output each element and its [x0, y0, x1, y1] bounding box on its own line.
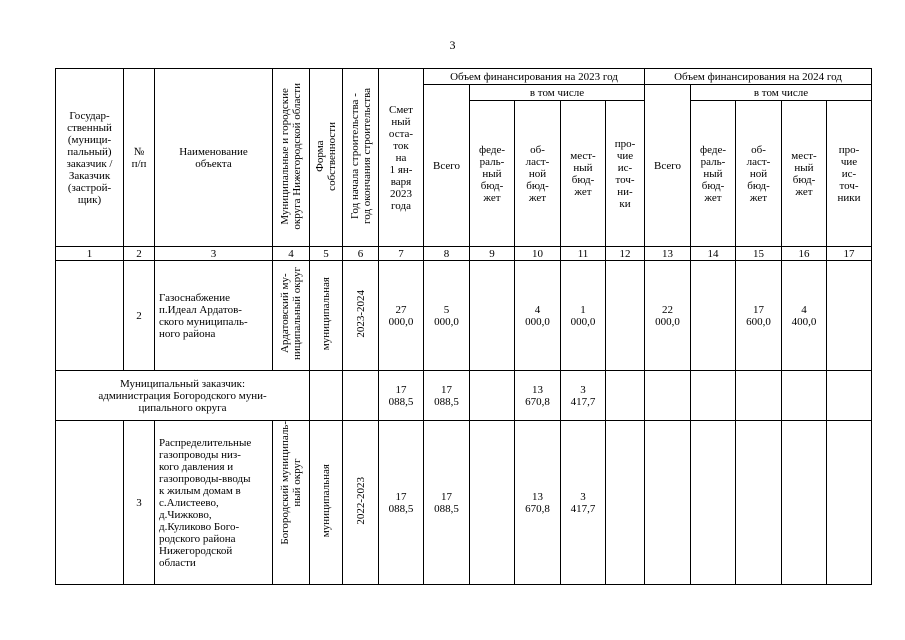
cell-local-2024: 4 400,0	[782, 261, 827, 371]
table-row	[56, 261, 872, 371]
cell-federal-2024	[691, 371, 736, 421]
cell-customer	[56, 261, 124, 371]
cell-other-2024	[827, 261, 872, 371]
column-number: 7	[379, 247, 424, 261]
column-number: 16	[782, 247, 827, 261]
cell-years	[343, 371, 379, 421]
header-fin-2024: Объем финансирования на 2024 год	[645, 69, 872, 85]
cell-federal-2024	[691, 421, 736, 585]
header-local-2023: мест- ный бюд- жет	[561, 101, 606, 247]
cell-federal-2023	[470, 421, 515, 585]
cell-regional-2023: 13 670,8	[515, 421, 561, 585]
cell-municipality: Ардатовский му- ниципальный округ	[273, 261, 310, 371]
cell-federal-2023	[470, 371, 515, 421]
cell-estimate: 17 088,5	[379, 421, 424, 585]
header-including-2024: в том числе	[691, 85, 872, 101]
cell-customer	[56, 421, 124, 585]
cell-ownership: муниципальная	[310, 421, 343, 585]
header-customer: Государ- ственный (муници- пальный) заказчик / Заказчик (застрой- щик)	[56, 69, 124, 247]
header-fin-2023: Объем финансирования на 2023 год	[424, 69, 645, 85]
column-numbers-row	[56, 247, 872, 261]
column-number: 8	[424, 247, 470, 261]
cell-years: 2022-2023	[343, 421, 379, 585]
cell-object-name: Газоснабжение п.Идеал Ардатов- ского муниципаль- ного района	[155, 261, 273, 371]
cell-regional-2024	[736, 421, 782, 585]
column-number: 5	[310, 247, 343, 261]
cell-object-name: Распределительные газопроводы низ- кого давления и газопроводы-вводы к жилым домам в с.Алистеево, д.Чижково, д.Куликово Бого- родского района Нижегородской области	[155, 421, 273, 585]
cell-local-2024	[782, 371, 827, 421]
cell-other-2023	[606, 371, 645, 421]
header-years: Год начала строительства - год окончания строительства	[343, 69, 379, 247]
header-local-2024: мест- ный бюд- жет	[782, 101, 827, 247]
page-number: 3	[449, 38, 456, 52]
column-number: 12	[606, 247, 645, 261]
column-number: 15	[736, 247, 782, 261]
column-number: 9	[470, 247, 515, 261]
cell-other-2024	[827, 421, 872, 585]
cell-local-2023: 3 417,7	[561, 371, 606, 421]
cell-regional-2024	[736, 371, 782, 421]
cell-federal-2024	[691, 261, 736, 371]
header-estimate: Смет ный оста- ток на 1 ян- варя 2023 года	[379, 69, 424, 247]
column-number: 10	[515, 247, 561, 261]
header-regional-2023: об- ласт- ной бюд- жет	[515, 101, 561, 247]
cell-local-2023: 3 417,7	[561, 421, 606, 585]
header-federal-2023: феде- раль- ный бюд- жет	[470, 101, 515, 247]
cell-estimate: 27 000,0	[379, 261, 424, 371]
header-ownership: Форма собственности	[310, 69, 343, 247]
column-number: 6	[343, 247, 379, 261]
header-total-2023: Всего	[424, 85, 470, 247]
cell-municipality: Богородский муниципаль- ный округ	[273, 421, 310, 585]
financing-table	[55, 68, 872, 585]
cell-local-2024	[782, 421, 827, 585]
column-number: 14	[691, 247, 736, 261]
cell-estimate: 17 088,5	[379, 371, 424, 421]
header-total-2024: Всего	[645, 85, 691, 247]
header-object-name: Наименование объекта	[155, 69, 273, 247]
header-regional-2024: об- ласт- ной бюд- жет	[736, 101, 782, 247]
cell-total-2024	[645, 421, 691, 585]
header-num: № п/п	[124, 69, 155, 247]
cell-total-2023: 5 000,0	[424, 261, 470, 371]
cell-other-2024	[827, 371, 872, 421]
cell-regional-2023: 4 000,0	[515, 261, 561, 371]
column-number: 17	[827, 247, 872, 261]
column-number: 1	[56, 247, 124, 261]
cell-total-2024	[645, 371, 691, 421]
cell-local-2023: 1 000,0	[561, 261, 606, 371]
header-municipality: Муниципальные и городские округа Нижегородской области	[273, 69, 310, 247]
column-number: 4	[273, 247, 310, 261]
cell-total-2024: 22 000,0	[645, 261, 691, 371]
cell-total-2023: 17 088,5	[424, 421, 470, 585]
header-including-2023: в том числе	[470, 85, 645, 101]
cell-num: 3	[124, 421, 155, 585]
customer-label: Муниципальный заказчик: администрация Богородского муни- ципального округа	[56, 371, 310, 421]
cell-federal-2023	[470, 261, 515, 371]
cell-other-2023	[606, 421, 645, 585]
cell-num: 2	[124, 261, 155, 371]
cell-total-2023: 17 088,5	[424, 371, 470, 421]
column-number: 11	[561, 247, 606, 261]
customer-row	[56, 371, 872, 421]
cell-ownership	[310, 371, 343, 421]
header-other-2024: про- чие ис- точ- ники	[827, 101, 872, 247]
table-row	[56, 421, 872, 585]
cell-other-2023	[606, 261, 645, 371]
column-number: 3	[155, 247, 273, 261]
cell-years: 2023-2024	[343, 261, 379, 371]
column-number: 13	[645, 247, 691, 261]
cell-ownership: муниципальная	[310, 261, 343, 371]
column-number: 2	[124, 247, 155, 261]
cell-regional-2023: 13 670,8	[515, 371, 561, 421]
header-federal-2024: феде- раль- ный бюд- жет	[691, 101, 736, 247]
cell-regional-2024: 17 600,0	[736, 261, 782, 371]
header-other-2023: про- чие ис- точ- ни- ки	[606, 101, 645, 247]
